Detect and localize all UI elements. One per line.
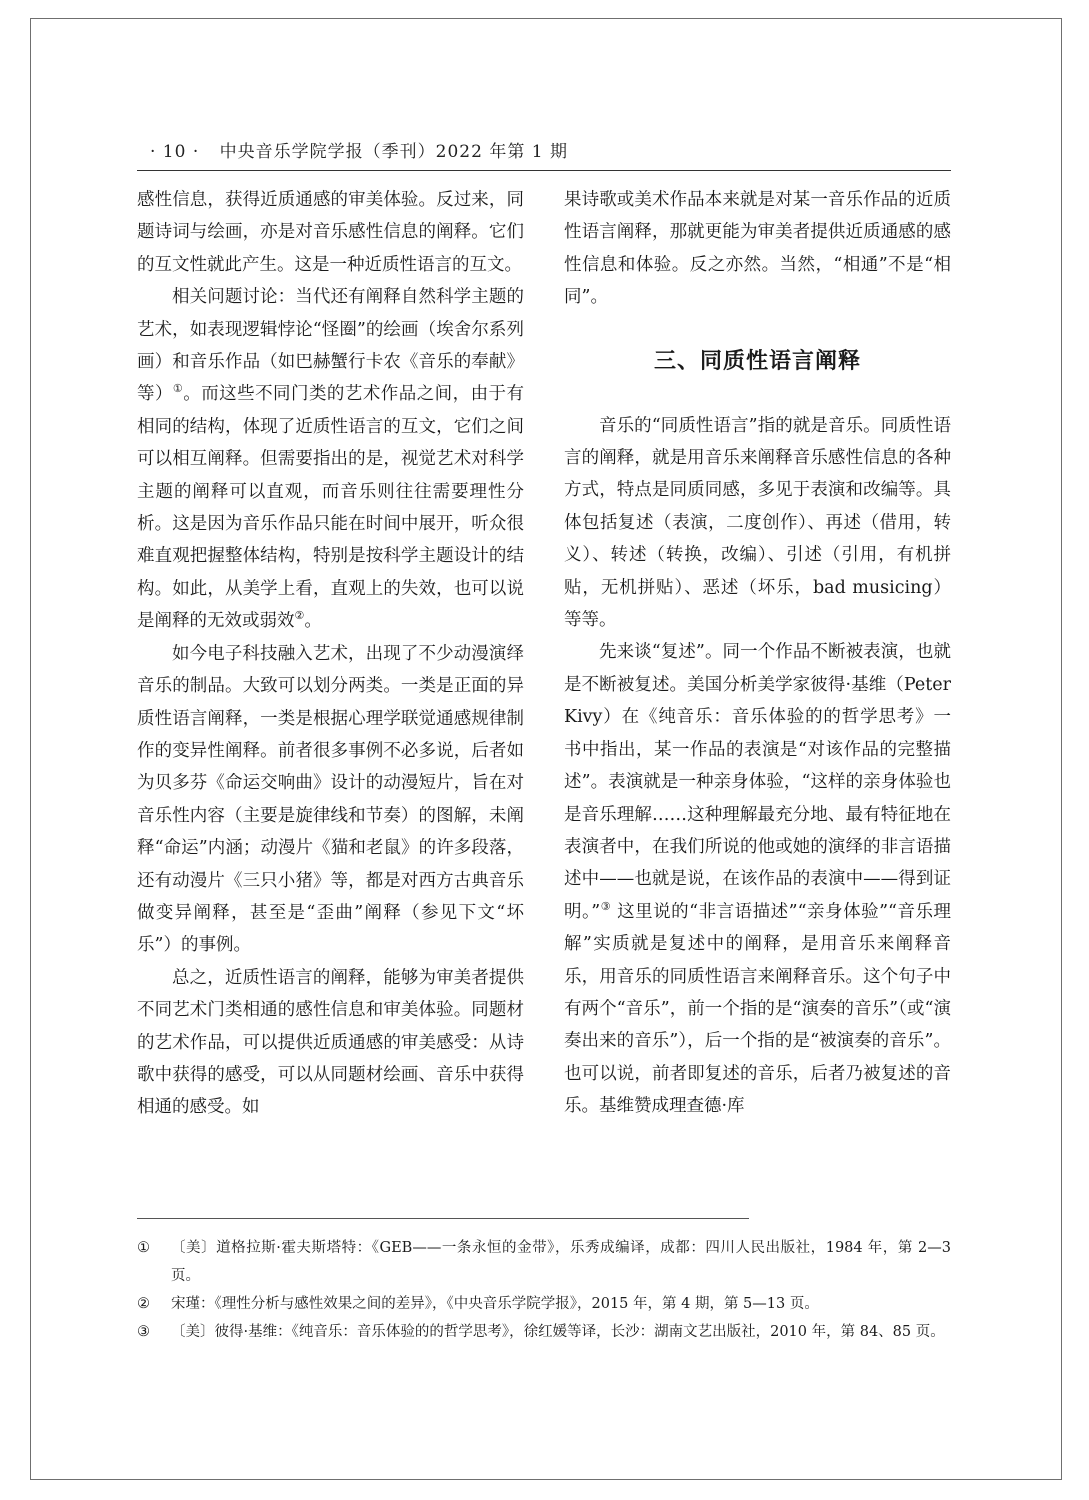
header-rule [137, 170, 951, 171]
paragraph-text: 。而这些不同门类的艺术作品之间，由于有相同的结构，体现了近质性语言的互文，它们之间可以相互阐释。但需要指出的是，视觉艺术对科学主题的阐释可以直观，而音乐则往往需要理性分析。这是因为音乐作品只能在时间中展开，听众很难直观把握整体结构，特别是按科学主题设计的结构。如此，从美学上看，直观上的失效，也可以说是阐释的无效或弱效 [137, 384, 524, 632]
paragraph [137, 281, 524, 637]
footnote [137, 1318, 951, 1346]
footnote-text: 〔美〕道格拉斯·霍夫斯塔特：《GEB——一条永恒的金带》，乐秀成编译，成都：四川人民出版社，1984 年，第 2—3 页。 [171, 1240, 951, 1284]
section-heading: 三、同质性语言阐释 [653, 348, 861, 374]
paragraph-text: 相关问题讨论：当代还有阐释自然科学主题的艺术，如表现逻辑悖论“怪圈”的绘画（埃舍尔系列画）和音乐作品（如巴赫蟹行卡农《音乐的奉献》等） [137, 287, 524, 405]
footnote-text: 〔美〕彼得·基维：《纯音乐：音乐体验的的哲学思考》，徐红媛等译，长沙：湖南文艺出版社，2010 年，第 84、85 页。 [171, 1324, 945, 1340]
running-head [150, 137, 568, 167]
paragraph: 感性信息，获得近质通感的审美体验。反过来，同题诗词与绘画，亦是对音乐感性信息的阐释。它们的互文性就此产生。这是一种近质性语言的互文。 [137, 190, 524, 275]
page-number: · 10 · [150, 142, 200, 162]
footnote-mark: ① [137, 1240, 150, 1256]
journal-title: 中央音乐学院学报（季刊）2022 年第 1 期 [219, 142, 568, 162]
right-column [564, 184, 951, 1194]
footnote [137, 1290, 951, 1318]
footnote-text: 宋瑾：《理性分析与感性效果之间的差异》，《中央音乐学院学报》，2015 年，第 4 期，第 5—13 页。 [171, 1296, 819, 1312]
left-column [137, 184, 524, 1194]
paragraph [564, 636, 951, 1122]
footnote-rule [137, 1218, 749, 1219]
footnote-ref-1[interactable]: ① [172, 382, 184, 396]
footnote-mark: ② [137, 1296, 150, 1312]
footnote-ref-3[interactable]: ③ [600, 899, 612, 913]
footnote-mark: ③ [137, 1324, 150, 1340]
footnote [137, 1234, 951, 1290]
paragraph: 如今电子科技融入艺术，出现了不少动漫演绎音乐的制品。大致可以划分两类。一类是正面的异质性语言阐释，一类是根据心理学联觉通感规律制作的变异性阐释。前者很多事例不必多说，后者如为贝多芬《命运交响曲》设计的动漫短片，旨在对音乐性内容（主要是旋律线和节奏）的图解，未阐释“命运”内涵；动漫片《猫和老鼠》的许多段落，还有动漫片《三只小猪》等，都是对西方古典音乐做变异阐释，甚至是“歪曲”阐释（参见下文“坏乐”）的事例。 [137, 643, 524, 956]
paragraph: 果诗歌或美术作品本来就是对某一音乐作品的近质性语言阐释，那就更能为审美者提供近质通感的感性信息和体验。反之亦然。当然，“相通”不是“相同”。 [564, 190, 951, 308]
footnotes [137, 1234, 951, 1346]
paragraph: 总之，近质性语言的阐释，能够为审美者提供不同艺术门类相通的感性信息和审美体验。同题材的艺术作品，可以提供近质通感的审美感受：从诗歌中获得的感受，可以从同题材绘画、音乐中获得相通的感受。如 [137, 967, 524, 1118]
paragraph-text: 这里说的“非言语描述”“亲身体验”“音乐理解”实质就是复述中的阐释，是用音乐来阐释音乐，用音乐的同质性语言来阐释音乐。这个句子中有两个“音乐”，前一个指的是“演奏的音乐”（或“演奏出来的音乐”），后一个指的是“被演奏的音乐”。也可以说，前者即复述的音乐，后者乃被复述的音乐。基维赞成理查德·库 [564, 901, 951, 1117]
footnote-ref-2[interactable]: ② [294, 609, 305, 623]
paragraph-text: 先来谈“复述”。同一个作品不断被表演，也就是不断被复述。美国分析美学家彼得·基维（Peter Kivy）在《纯音乐：音乐体验的的哲学思考》一书中指出，某一作品的表演是“对该作品的完整描述”。表演就是一种亲身体验，“这样的亲身体验也是音乐理解……这种理解最充分地、最有特征地在表演者中，在我们所说的他或她的演绎的非言语描述中——也就是说，在该作品的表演中——得到证明。” [564, 642, 951, 922]
paragraph-text: 。 [304, 611, 322, 632]
paragraph: 音乐的“同质性语言”指的就是音乐。同质性语言的阐释，就是用音乐来阐释音乐感性信息的各种方式，特点是同质同感，多见于表演和改编等。具体包括复述（表演，二度创作）、再述（借用，转义）、转述（转换，改编）、引述（引用，有机拼贴，无机拼贴）、恶述（坏乐，bad musicing）等等。 [564, 415, 951, 631]
